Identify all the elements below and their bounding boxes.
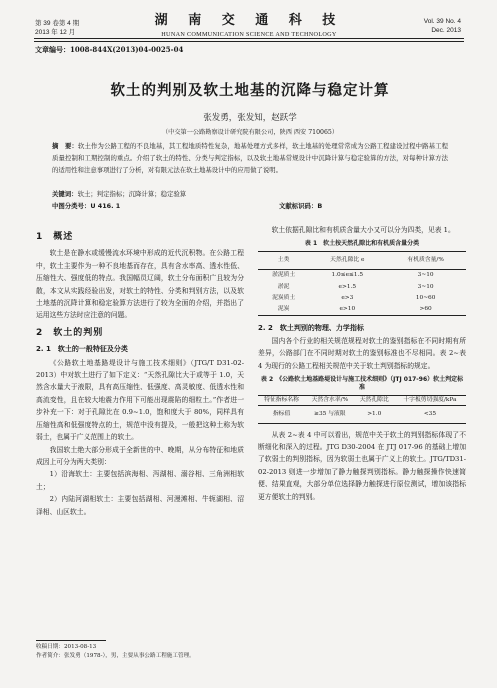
section-2-heading: 2 软土的判别 [36, 327, 104, 338]
abstract [52, 140, 448, 176]
section-2-1-paragraph-2: 我国软土绝大部分形成于全新世的中、晚期，从分布特征和地质成因上可分为两大类别： [36, 445, 244, 466]
table-header-cell: 土类 [258, 252, 309, 269]
document-code: 文献标识码：B [279, 202, 323, 210]
table-1 [258, 251, 466, 315]
section-2-2-paragraph-1: 国内各个行业的相关规范规程对软土的鉴别指标在不同时期有所差异，公路部门在不同时期对软土的鉴别标准也不尽相同。表 2~表 4 为现行的公路工程相关规范中关于软土判别指标的规定。 [258, 336, 466, 370]
keywords-label: 关键词： [52, 190, 78, 198]
journal-masthead [120, 9, 378, 38]
affiliation: （中交第一公路勘察设计研究院有限公司，陕西 西安 710065） [161, 129, 339, 136]
table-cell: e>1.5 [338, 283, 357, 290]
table-cell: e>3 [341, 294, 354, 301]
date-cn: 2013 年 12 月 [35, 29, 76, 36]
table-cell: 指标值 [258, 406, 305, 423]
table-header-cell: 天然含水率/% [305, 396, 354, 406]
article-number: 文章编号：1008-844X(2013)04-0025-04 [35, 45, 184, 54]
table-cell: 淤泥 [277, 283, 290, 290]
table-cell: >60 [385, 303, 466, 315]
abstract-label: 摘 要： [52, 142, 78, 150]
journal-volume-cn [35, 19, 79, 37]
received-date: 收稿日期：2013-08-13 [36, 644, 97, 650]
table-cell: 泥炭 [258, 303, 309, 315]
section-2-1-heading: 2. 1 软土的一般特征及分类 [36, 345, 128, 354]
table-cell: 3~10 [417, 283, 434, 290]
header-divider [34, 38, 464, 42]
table-row [258, 303, 466, 315]
date-en: Dec. 2013 [431, 27, 461, 34]
table-cell: ≥35 与液限 [305, 406, 354, 423]
volume-cn: 第 39 卷第 4 期 [35, 20, 80, 27]
section-1-paragraph: 软土是在静水或缓慢流水环境中形成的近代沉积物。在公路工程中，软土主要作为一种不良地基而存在，具有含水率高、透水性低、压缩性大、强度低的特点。我国幅员辽阔，软土分布面积广且较为分散，本文从实践经验出发，对软土的特性、分类和判别方法，以及软土地基的沉降计算和稳定验算方法进行了较为全面的介绍，并指出了运用这些方法时应注意的问题。 [36, 249, 244, 320]
section-2-1-paragraph-1: 《公路软土地基路堤设计与施工技术细则》（JTG/T D31-02-2013）中对软土进行了如下定义：“天然孔隙比大于或等于 1.0，天然含水量大于液限，具有高压缩性、低强度、高灵敏度、低透水性和高流变性，且在较大地震力作用下可能出现震陷的细粒土。”作者进一步补充一下：对于孔隙比在 0.9~1.0，饱和度大于 80%，同样具有压缩性高和低强度特点的土，规范中没有提及，一般把这种土称为软弱土，也属于广义范围上的软土。 [36, 358, 244, 442]
table-2-caption: 表 2 《公路软土地基路堤设计与施工技术细则》（JTJ 017-96）软土判定标准 [260, 376, 464, 392]
table-row [258, 269, 466, 281]
table-cell: >1.0 [355, 406, 394, 423]
table-cell: 淤泥质土 [272, 272, 296, 279]
abstract-text: 软土作为公路工程的不良地基，其工程地质特性复杂，地基处理方式多样，软土地基的处理常常成为公路工程建设过程中路基工程质量控制和工期控制的重点。介绍了软土的特性、分类与判定指标，以及软土地基常规设计中沉降计算与稳定验算的方法，对每种计算方法的适用性和注意事项进行了分析，对有限元法在软土地基设计中的应用做了说明。 [52, 142, 449, 174]
table-cell: <35 [394, 406, 466, 423]
intro-paragraph: 软土依据孔隙比和有机质含量大小又可以分为四类，见表 1。 [271, 226, 455, 234]
paper-title: 软土的判别及软土地基的沉降与稳定计算 [110, 83, 390, 99]
keywords [52, 189, 448, 198]
table-header-cell: 十字板剪切强度/kPa [394, 396, 466, 406]
keywords-text: 软土；判定指标；沉降计算；稳定验算 [77, 190, 187, 198]
right-column [258, 224, 466, 503]
authors: 张发勇，张发知，赵跃学 [203, 113, 297, 123]
section-1-heading: 1 概述 [36, 232, 74, 242]
table-cell: 10~60 [415, 294, 436, 301]
list-item-coastal: 1）沿海软土：主要包括滨海相、泻湖相、溺谷相、三角洲相软土； [36, 470, 244, 491]
journal-name-cn: 湖 南 交 通 科 技 [154, 13, 344, 28]
classification [52, 201, 448, 210]
table-cell: e>10 [309, 303, 385, 315]
table-row [258, 292, 466, 303]
table-header-cell: 天然孔隙比 [355, 396, 394, 406]
journal-volume-en [424, 17, 461, 35]
author-bio: 作者简介：张发勇（1978-），男，主要从事公路工程施工管理。 [36, 653, 195, 659]
table-header-row [258, 396, 466, 406]
volume-en: Vol. 39 No. 4 [423, 18, 461, 25]
clc-number: 中图分类号：U 416. 1 [52, 202, 121, 210]
table-header-cell: 有机质含量/% [385, 252, 466, 269]
footnote-divider [36, 640, 106, 641]
table-row [258, 406, 466, 423]
left-column [36, 226, 244, 518]
table-cell: 泥炭质土 [272, 294, 296, 301]
section-2-2-heading: 2. 2 软土判别的物理、力学指标 [258, 323, 364, 332]
journal-name-en: HUNAN COMMUNICATION SCIENCE AND TECHNOLOGY [161, 31, 337, 38]
section-2-2-paragraph-2: 从表 2~表 4 中可以看出，规范中关于软土的判别指标体现了不断细化和深入的过程。JTG D30-2004 在 JTJ 017-96 的基础上增加了软弱土的判别指标，因为软弱土也属于广义上的软土。JTG/TD31-02-2013 则进一步增加了静力触探判别指标。静力触探操作快速简便、结果直观，大部分单位选择静力触探进行原位测试，增加该指标更方便软土的判别。 [258, 430, 466, 501]
table-row [258, 281, 466, 292]
table-header-cell: 特征指标名称 [258, 396, 305, 406]
table-2 [258, 395, 466, 423]
table-1-caption: 表 1 软土按天然孔隙比和有机质含量分类 [304, 240, 420, 248]
list-item-inland: 2）内陆河湖相软土：主要包括湖相、河漫滩相、牛轭湖相、沼泽相、山区软土。 [36, 495, 244, 516]
table-header-cell: 天然孔隙比 e [309, 252, 385, 269]
table-cell: 3~10 [417, 272, 434, 279]
table-cell: 1.0≤e≤1.5 [331, 272, 364, 279]
footnote [36, 643, 251, 661]
table-header-row [258, 252, 466, 269]
